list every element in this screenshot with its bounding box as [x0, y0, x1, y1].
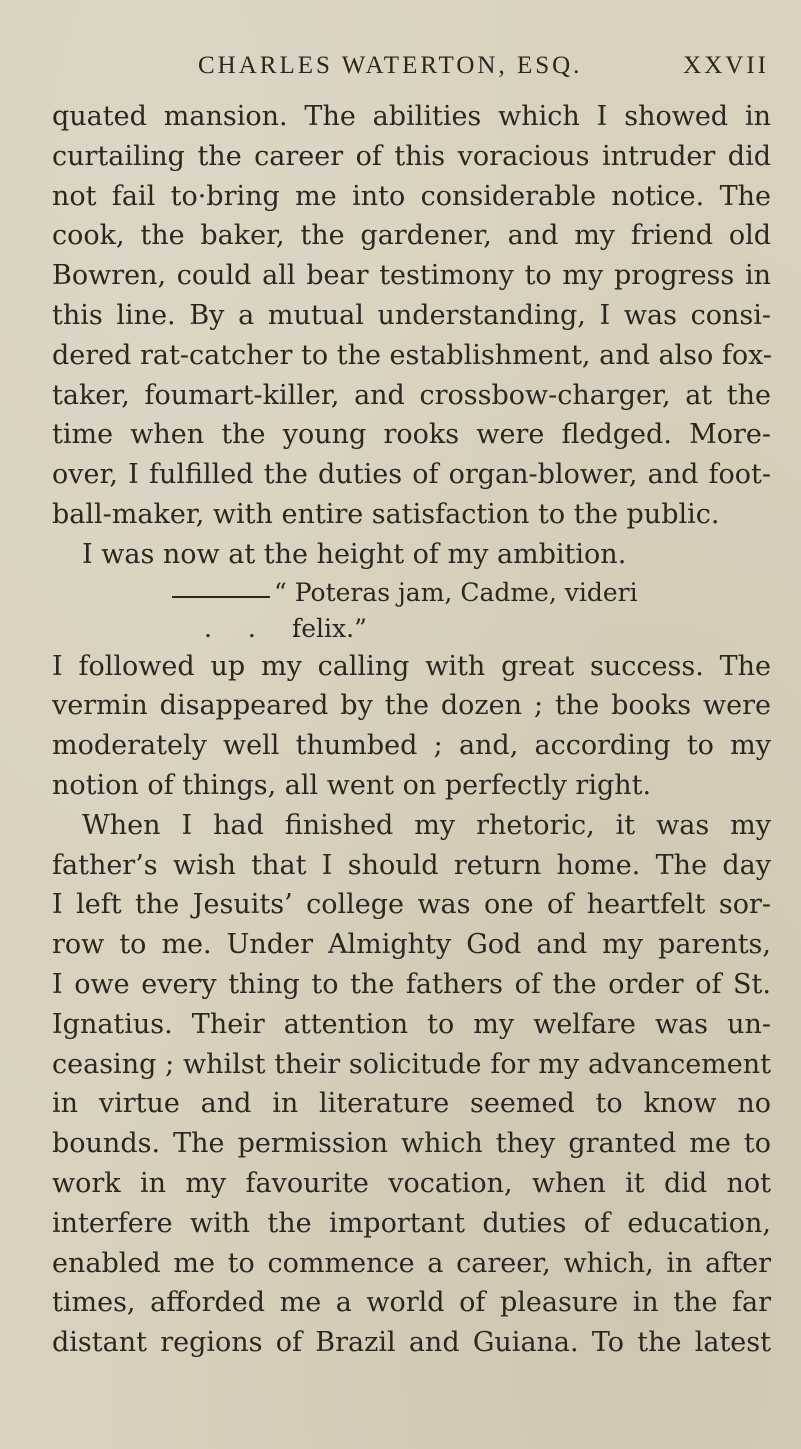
- text-line: notion of things, all went on perfectly right.: [52, 769, 652, 801]
- text-line: When I had finished my rhetoric, it was my: [82, 809, 771, 841]
- quotation-rule: [172, 596, 270, 598]
- running-head-title: CHARLES WATERTON, ESQ.: [198, 52, 583, 79]
- text-line: work in my favourite vocation, when it did not: [52, 1167, 771, 1199]
- text-line: I left the Jesuits’ college was one of heartfelt sor-: [52, 889, 771, 921]
- text-line: ceasing ; whilst their solicitude for my advancement: [52, 1048, 771, 1080]
- text-line: ball-maker, with entire satisfaction to the public.: [52, 498, 720, 530]
- text-line: taker, foumart-killer, and crossbow-charger, at the: [52, 379, 771, 411]
- text-line: row to me. Under Almighty God and my parents,: [52, 929, 771, 961]
- text-line: I was now at the height of my ambition.: [82, 538, 627, 570]
- paragraph: [52, 647, 771, 806]
- text-line: enabled me to commence a career, which, in after: [52, 1247, 771, 1279]
- page-number: XXVII: [683, 52, 769, 79]
- text-line: this line. By a mutual understanding, I was consi-: [52, 299, 771, 331]
- text-line: not fail to·bring me into considerable notice. The: [52, 180, 771, 212]
- text-line: interfere with the important duties of education,: [52, 1207, 771, 1239]
- text-line: quated mansion. The abilities which I showed in: [52, 101, 771, 132]
- running-head: [198, 50, 769, 82]
- text-line: times, afforded me a world of pleasure in the far: [52, 1287, 771, 1319]
- text-line: vermin disappeared by the dozen ; the books were: [52, 690, 771, 722]
- text-line: curtailing the career of this voracious intruder did: [52, 140, 771, 172]
- text-line: Ignatius. Their attention to my welfare was un-: [52, 1008, 771, 1040]
- text-line: bounds. The permission which they granted me to: [52, 1128, 771, 1160]
- text-line: distant regions of Brazil and Guiana. To the latest: [52, 1327, 771, 1359]
- text-line: I followed up my calling with great success. The: [52, 650, 771, 682]
- quotation-text: “ Poteras jam, Cadme, videri: [274, 577, 638, 607]
- text-line: dered rat-catcher to the establishment, and also fox-: [52, 339, 772, 371]
- text-line: in virtue and in literature seemed to know no: [52, 1088, 771, 1120]
- body-text: [52, 97, 771, 1363]
- text-line: over, I fulfilled the duties of organ-blower, and foot-: [52, 459, 771, 491]
- latin-quotation: [52, 575, 771, 647]
- paragraph: [52, 97, 771, 575]
- paragraph: [52, 806, 771, 1363]
- text-line: moderately well thumbed ; and, according to my: [52, 730, 771, 762]
- text-line: father’s wish that I should return home. The day: [52, 849, 771, 881]
- text-line: time when the young rooks were fledged. More-: [52, 419, 771, 451]
- quotation-text: felix.”: [292, 613, 367, 643]
- ellipsis-dots: . . .: [204, 613, 314, 643]
- text-line: cook, the baker, the gardener, and my friend old: [52, 220, 771, 252]
- text-line: Bowren, could all bear testimony to my progress in: [52, 260, 771, 292]
- quotation-line: [52, 611, 771, 647]
- text-line: I owe every thing to the fathers of the order of St.: [52, 968, 771, 1000]
- quotation-line: [52, 575, 771, 611]
